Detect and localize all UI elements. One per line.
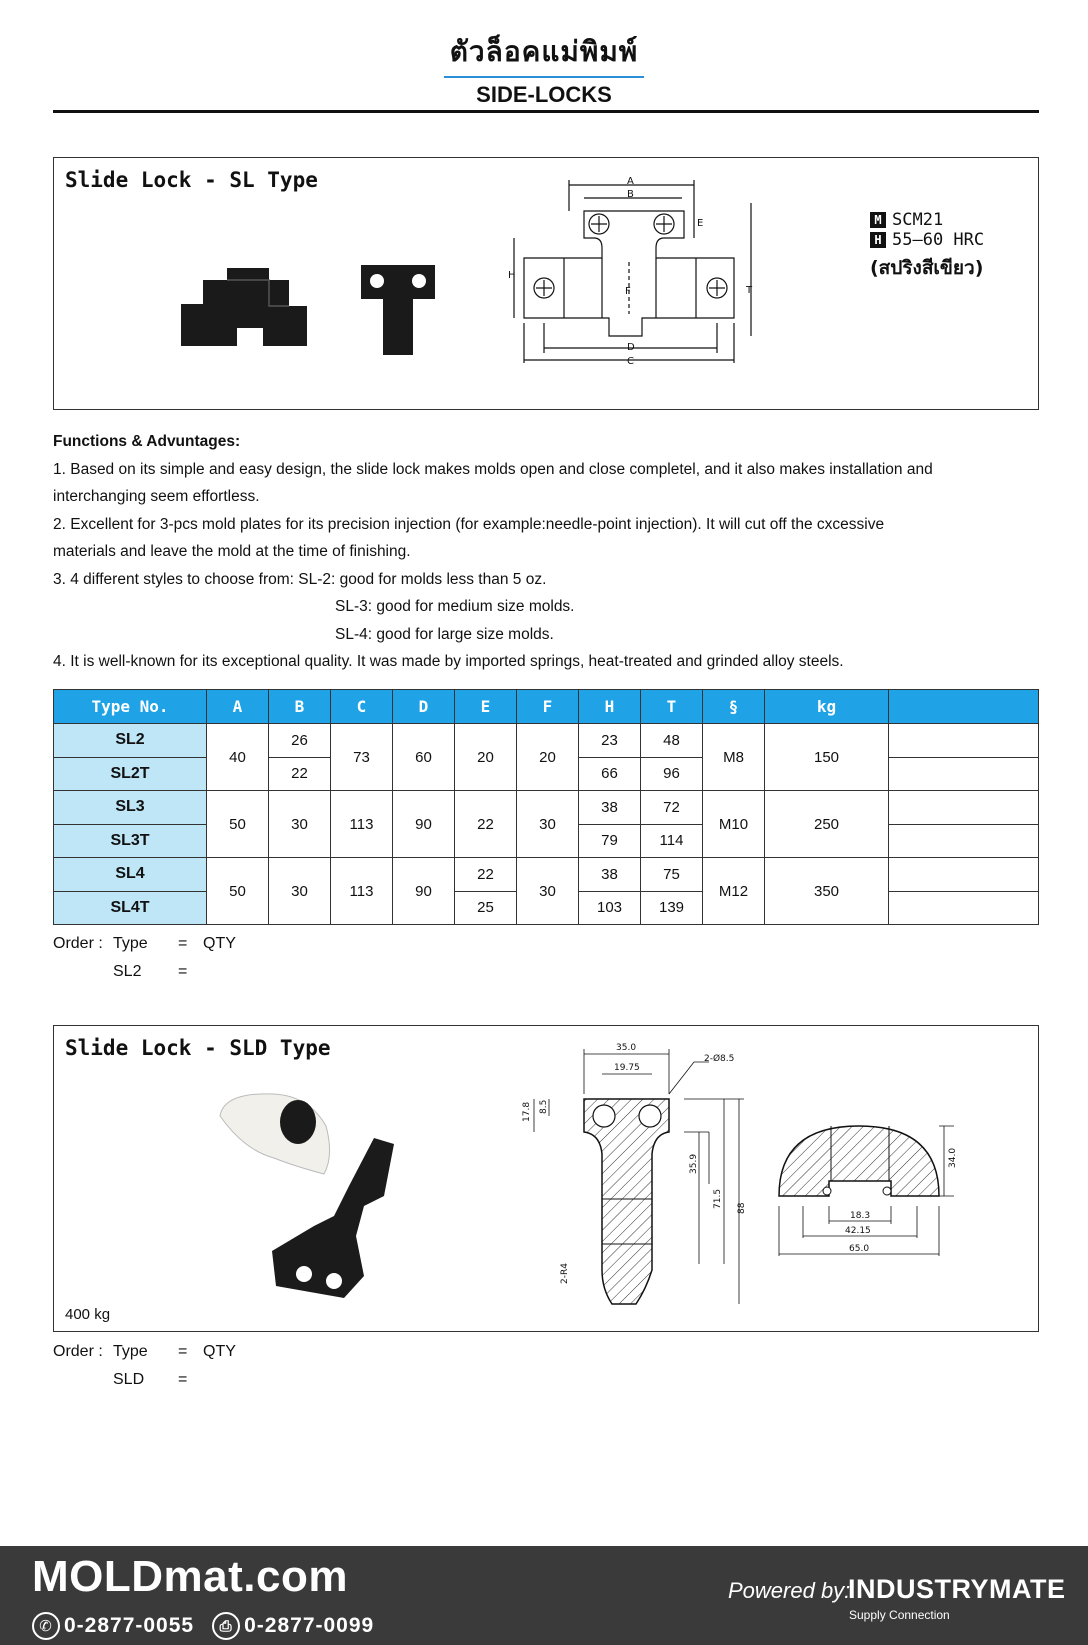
sld-type-title: Slide Lock - SLD Type <box>65 1036 331 1060</box>
page-header <box>0 30 1088 108</box>
order-sld: Order : Type = QTY SLD = <box>53 1343 236 1388</box>
table-row: SL3T 79 114 <box>54 824 1039 858</box>
function-item: SL-3: good for medium size molds. <box>335 598 575 615</box>
function-item: 2. Excellent for 3-pcs mold plates for its precision injection (for example:needle-point injection). It will cut off the cxcessive <box>53 515 885 533</box>
col-kg: kg <box>765 690 889 724</box>
col-c: C <box>331 690 393 724</box>
sl-t-piece-photo <box>359 263 439 363</box>
svg-text:D: D <box>627 342 635 353</box>
svg-text:71.5: 71.5 <box>713 1188 723 1209</box>
page-title-thai: ตัวล็อคแม่พิมพ์ <box>449 35 639 68</box>
svg-text:H: H <box>508 270 516 281</box>
function-item: materials and leave the mold at the time of finishing. <box>53 543 411 560</box>
col-blank <box>889 690 1039 724</box>
phone-number[interactable]: 0-2877-0055 <box>64 1614 195 1637</box>
footer-bar <box>0 1546 1088 1645</box>
col-a: A <box>207 690 269 724</box>
sl-type-panel <box>53 157 1039 410</box>
functions-section <box>53 428 1039 676</box>
col-screw: § <box>703 690 765 724</box>
svg-text:E: E <box>697 218 704 229</box>
svg-text:8.5: 8.5 <box>539 1099 549 1114</box>
svg-text:2-Ø8.5: 2-Ø8.5 <box>704 1054 735 1064</box>
svg-text:35.9: 35.9 <box>689 1153 699 1174</box>
svg-text:17.8: 17.8 <box>522 1101 532 1122</box>
title-underline <box>444 76 644 78</box>
sld-weight: 400 kg <box>65 1306 111 1323</box>
svg-text:34.0: 34.0 <box>948 1147 958 1168</box>
material-spec <box>870 210 984 278</box>
sld-front-drawing <box>504 1034 764 1324</box>
powered-by-label: Powered by: <box>728 1578 851 1603</box>
spec-table <box>53 689 1039 925</box>
col-e: E <box>455 690 517 724</box>
functions-heading: Functions & Advuntages: <box>53 433 241 450</box>
order-sl: Order : Type = QTY SL2 = <box>53 935 236 980</box>
table-row: SL4 50 30 113 90 22 30 38 75 M12 350 <box>54 858 1039 892</box>
hardness-mark: H <box>870 232 886 248</box>
table-row: SL2 40 26 73 60 20 20 23 48 M8 150 <box>54 724 1039 758</box>
fax-icon: ⎙ <box>212 1612 240 1640</box>
function-item: SL-4: good for large size molds. <box>335 625 554 643</box>
svg-text:F: F <box>625 286 631 297</box>
sl-block-photo <box>179 268 329 368</box>
svg-text:T: T <box>746 285 753 296</box>
svg-text:65.0: 65.0 <box>849 1244 870 1254</box>
table-header-row <box>54 690 1039 724</box>
sl-technical-drawing <box>508 176 784 393</box>
material-value: SCM21 <box>892 210 944 230</box>
sld-type-panel <box>53 1025 1039 1332</box>
phone-icon: ✆ <box>32 1612 60 1640</box>
page-title-english: SIDE-LOCKS <box>476 82 612 107</box>
col-type: Type No. <box>54 690 207 724</box>
header-divider <box>53 110 1039 113</box>
col-t: T <box>641 690 703 724</box>
svg-text:35.0: 35.0 <box>616 1043 637 1053</box>
svg-text:C: C <box>627 356 634 367</box>
table-row: SL4T 25 103 139 <box>54 891 1039 925</box>
function-item: 3. 4 different styles to choose from: SL-2: good for molds less than 5 oz. <box>53 570 547 588</box>
table-row: SL2T 22 66 96 <box>54 757 1039 791</box>
sld-product-photo <box>214 1086 414 1316</box>
material-mark: M <box>870 212 886 228</box>
sl-type-title: Slide Lock - SL Type <box>65 168 318 192</box>
svg-text:88: 88 <box>737 1202 747 1214</box>
function-item: 1. Based on its simple and easy design, the slide lock makes molds open and close completel, and it also makes installation and <box>53 460 933 478</box>
col-d: D <box>393 690 455 724</box>
function-item: 4. It is well-known for its exceptional quality. It was made by imported springs, heat-treated and grinded alloy steels. <box>53 653 844 670</box>
col-b: B <box>269 690 331 724</box>
contact-row <box>32 1612 374 1640</box>
company-logo[interactable]: INDUSTRYMATE <box>848 1574 1066 1604</box>
fax-number[interactable]: 0-2877-0099 <box>244 1614 375 1637</box>
svg-text:2-R4: 2-R4 <box>560 1263 570 1284</box>
function-item: interchanging seem effortless. <box>53 488 260 505</box>
svg-text:B: B <box>627 189 634 200</box>
svg-text:A: A <box>627 176 634 187</box>
spring-note: (สปริงสีเขียว) <box>870 257 984 279</box>
table-row: SL3 50 30 113 90 22 30 38 72 M10 250 <box>54 791 1039 825</box>
col-f: F <box>517 690 579 724</box>
svg-text:19.75: 19.75 <box>614 1063 640 1073</box>
brand-link[interactable]: MOLDmat.com <box>32 1552 348 1601</box>
company-tagline: Supply Connection <box>849 1608 950 1622</box>
svg-text:42.15: 42.15 <box>845 1226 871 1236</box>
col-h: H <box>579 690 641 724</box>
svg-text:18.3: 18.3 <box>850 1211 871 1221</box>
hardness-value: 55–60 HRC <box>892 230 985 250</box>
sld-side-drawing <box>759 1106 959 1266</box>
